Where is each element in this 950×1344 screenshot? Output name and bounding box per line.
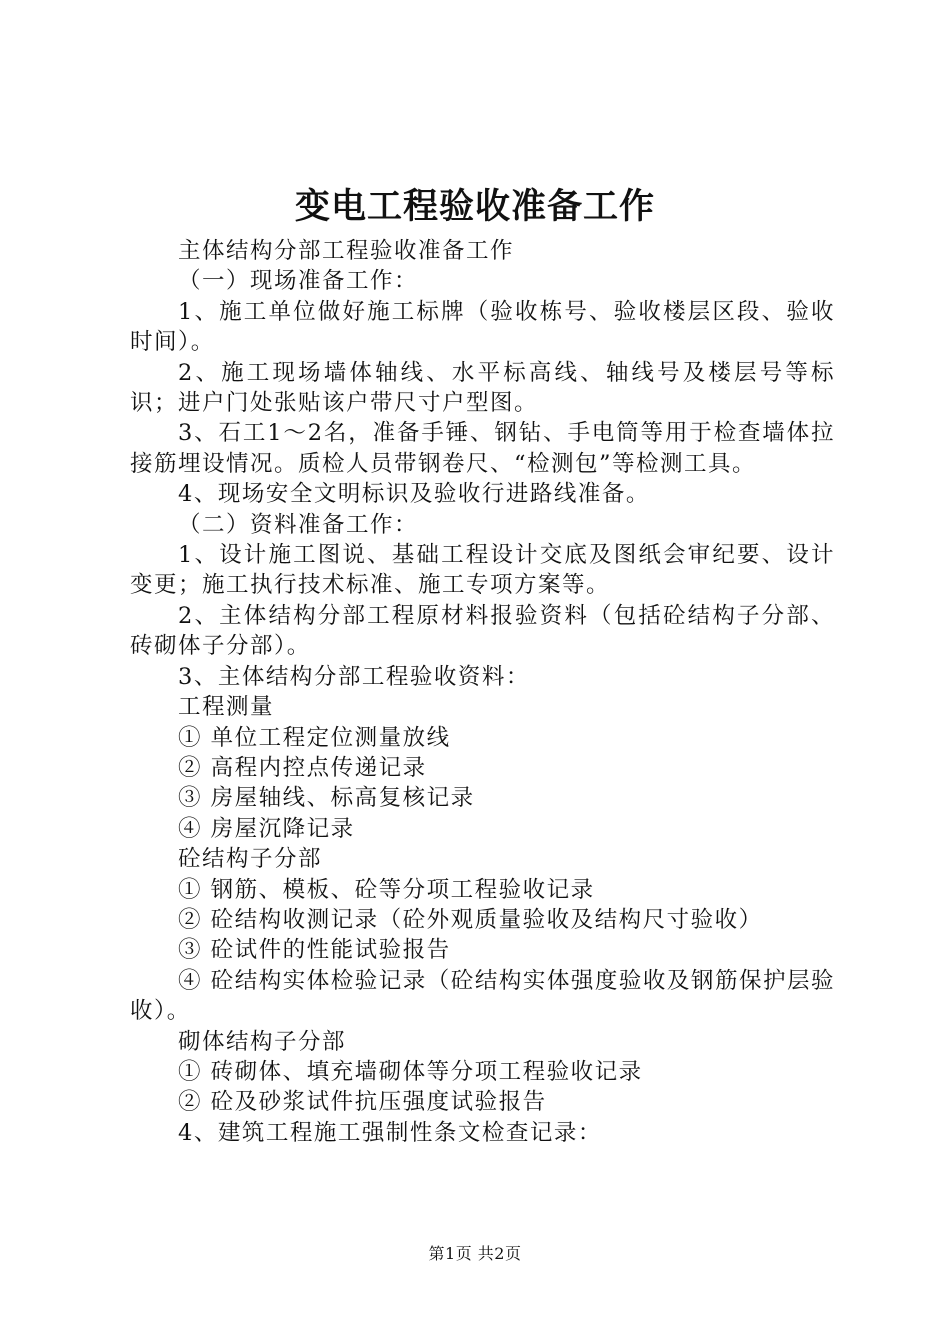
paragraph: 4、建筑工程施工强制性条文检查记录：	[178, 1119, 602, 1146]
document-body	[130, 236, 835, 1148]
list-item: ① 钢筋、模板、砼等分项工程验收记录	[178, 876, 595, 903]
paragraph: 1、施工单位做好施工标牌（验收栋号、验收楼层区段、验收时间）。	[130, 298, 835, 356]
paragraph: 4、现场安全文明标识及验收行进路线准备。	[178, 481, 650, 508]
list-item: ② 砼结构收测记录（砼外观质量验收及结构尺寸验收）	[178, 906, 763, 933]
subsection-heading: （一）现场准备工作：	[178, 268, 419, 295]
list-item: ③ 砼试件的性能试验报告	[178, 937, 451, 964]
paragraph: 3、主体结构分部工程验收资料：	[178, 663, 530, 690]
list-heading: 砌体结构子分部	[178, 1028, 347, 1055]
list-item: ③ 房屋轴线、标高复核记录	[178, 785, 475, 812]
section-heading: 主体结构分部工程验收准备工作	[178, 238, 515, 264]
paragraph: 2、主体结构分部工程原材料报验资料（包括砼结构子分部、砖砌体子分部）。	[130, 602, 835, 660]
list-item: ① 砖砌体、填充墙砌体等分项工程验收记录	[178, 1058, 643, 1085]
list-item: ④ 房屋沉降记录	[178, 815, 355, 842]
list-item: ④ 砼结构实体检验记录（砼结构实体强度验收及钢筋保护层验收）。	[130, 967, 835, 1025]
paragraph: 3、石工1～2名，准备手锤、钢钻、手电筒等用于检查墙体拉接筋埋设情况。质检人员带钢卷尺、“检测包”等检测工具。	[130, 420, 835, 477]
list-item: ① 单位工程定位测量放线	[178, 724, 451, 751]
list-item: ② 砼及砂浆试件抗压强度试验报告	[178, 1089, 547, 1116]
page-number-footer: 第1页 共2页	[428, 1244, 522, 1263]
document-title: 变电工程验收准备工作	[294, 186, 655, 227]
list-item: ② 高程内控点传递记录	[178, 754, 427, 781]
paragraph: 2、施工现场墙体轴线、水平标高线、轴线号及楼层号等标识；进户门处张贴该户带尺寸户型图。	[130, 359, 835, 417]
list-heading: 工程测量	[178, 694, 275, 721]
subsection-heading: （二）资料准备工作：	[178, 511, 419, 538]
paragraph: 1、设计施工图说、基础工程设计交底及图纸会审纪要、设计变更；施工执行技术标准、施工专项方案等。	[130, 542, 835, 599]
list-heading: 砼结构子分部	[178, 846, 323, 873]
